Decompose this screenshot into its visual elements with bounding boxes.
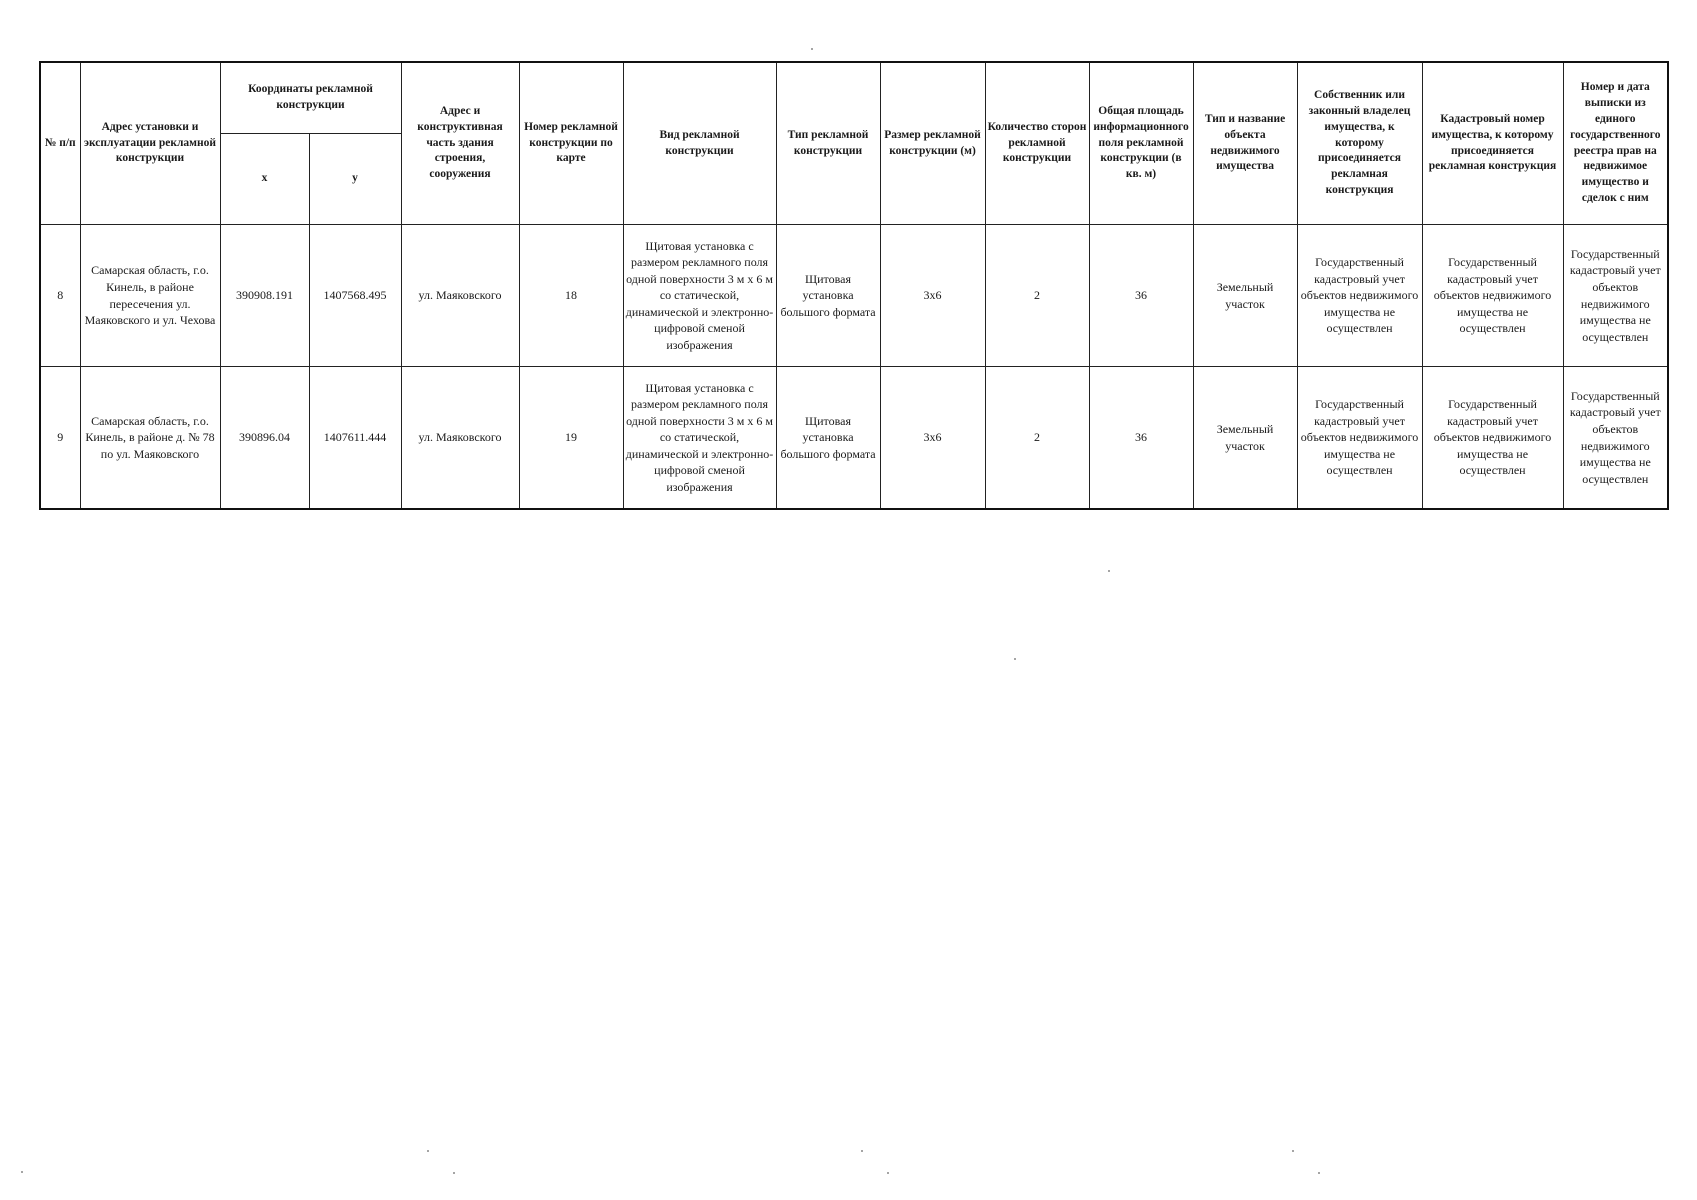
cell-x: 390896.04 — [220, 367, 309, 510]
cell-x: 390908.191 — [220, 225, 309, 367]
cell-cadastral: Государственный кадастровый учет объектов недвижимого имущества не осуществлен — [1422, 225, 1563, 367]
cell-y: 1407568.495 — [309, 225, 401, 367]
cell-kind: Щитовая установка с размером рекламного поля одной поверхности 3 м х 6 м со статической, динамической и электронно-цифровой сменой изображения — [623, 225, 776, 367]
cell-object: Земельный участок — [1193, 225, 1297, 367]
header-address: Адрес установки и эксплуатации рекламной конструкции — [80, 62, 220, 225]
table-row — [40, 225, 1668, 367]
cell-building: ул. Маяковского — [401, 225, 519, 367]
cell-owner: Государственный кадастровый учет объектов недвижимого имущества не осуществлен — [1297, 225, 1422, 367]
scan-speck — [887, 1172, 889, 1174]
cell-cadastral: Государственный кадастровый учет объектов недвижимого имущества не осуществлен — [1422, 367, 1563, 510]
cell-address: Самарская область, г.о. Кинель, в районе д. № 78 по ул. Маяковского — [80, 367, 220, 510]
cell-object: Земельный участок — [1193, 367, 1297, 510]
cell-map-number: 18 — [519, 225, 623, 367]
scan-speck — [21, 1171, 23, 1173]
scan-speck — [453, 1172, 455, 1174]
header-size: Размер рекламной конструкции (м) — [880, 62, 985, 225]
header-sides: Количество сторон рекламной конструкции — [985, 62, 1089, 225]
scan-speck — [861, 1150, 863, 1152]
cell-sides: 2 — [985, 367, 1089, 510]
header-area: Общая площадь информационного поля рекламной конструкции (в кв. м) — [1089, 62, 1193, 225]
advertising-structures-table — [39, 61, 1669, 510]
cell-y: 1407611.444 — [309, 367, 401, 510]
cell-area: 36 — [1089, 225, 1193, 367]
cell-extract: Государственный кадастровый учет объектов недвижимого имущества не осуществлен — [1563, 225, 1668, 367]
header-building: Адрес и конструктивная часть здания строения, сооружения — [401, 62, 519, 225]
cell-num: 8 — [40, 225, 80, 367]
cell-extract: Государственный кадастровый учет объектов недвижимого имущества не осуществлен — [1563, 367, 1668, 510]
header-owner: Собственник или законный владелец имущества, к которому присоединяется рекламная конструкция — [1297, 62, 1422, 225]
cell-area: 36 — [1089, 367, 1193, 510]
cell-size: 3х6 — [880, 367, 985, 510]
header-cadastral: Кадастровый номер имущества, к которому присоединяется рекламная конструкция — [1422, 62, 1563, 225]
header-type: Тип рекламной конструкции — [776, 62, 880, 225]
scan-speck — [1292, 1150, 1294, 1152]
cell-sides: 2 — [985, 225, 1089, 367]
scan-speck — [427, 1150, 429, 1152]
table-row — [40, 367, 1668, 510]
cell-address: Самарская область, г.о. Кинель, в районе пересечения ул. Маяковского и ул. Чехова — [80, 225, 220, 367]
cell-kind: Щитовая установка с размером рекламного поля одной поверхности 3 м х 6 м со статической, динамической и электронно-цифровой сменой изображения — [623, 367, 776, 510]
header-coordinates: Координаты рекламной конструкции — [220, 62, 401, 134]
header-kind: Вид рекламной конструкции — [623, 62, 776, 225]
cell-type: Щитовая установка большого формата — [776, 367, 880, 510]
cell-num: 9 — [40, 367, 80, 510]
scan-speck — [1014, 658, 1016, 660]
cell-map-number: 19 — [519, 367, 623, 510]
header-map-number: Номер рекламной конструкции по карте — [519, 62, 623, 225]
scan-speck — [811, 48, 813, 50]
cell-building: ул. Маяковского — [401, 367, 519, 510]
header-y: у — [309, 134, 401, 225]
scan-speck — [1318, 1172, 1320, 1174]
header-x: х — [220, 134, 309, 225]
header-extract: Номер и дата выписки из единого государственного реестра прав на недвижимое имущество и сделок с ним — [1563, 62, 1668, 225]
header-num: № п/п — [40, 62, 80, 225]
scan-speck — [1108, 570, 1110, 572]
table-header-row — [40, 62, 1668, 134]
cell-owner: Государственный кадастровый учет объектов недвижимого имущества не осуществлен — [1297, 367, 1422, 510]
cell-size: 3х6 — [880, 225, 985, 367]
header-object: Тип и название объекта недвижимого имущества — [1193, 62, 1297, 225]
cell-type: Щитовая установка большого формата — [776, 225, 880, 367]
